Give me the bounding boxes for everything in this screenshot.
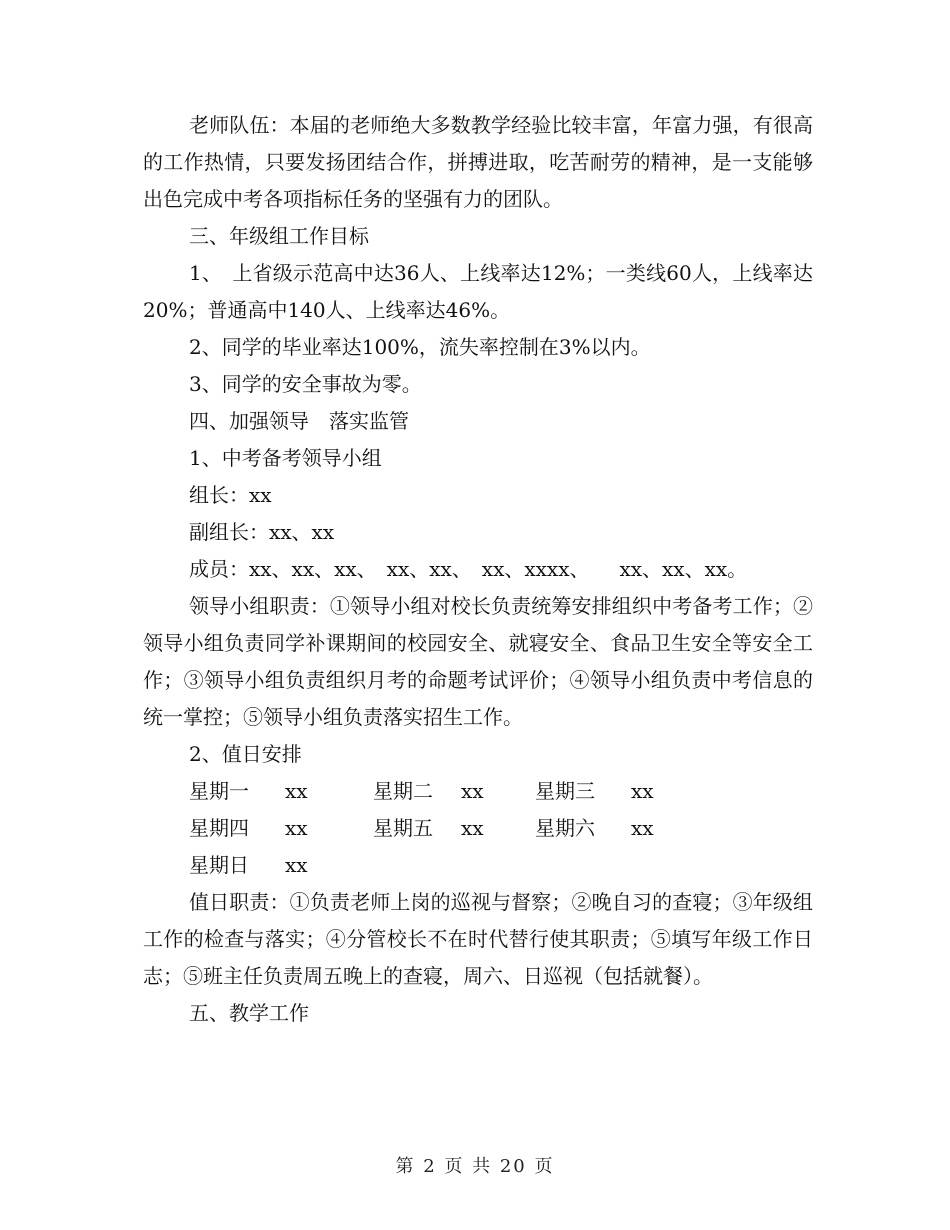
goal-item-1: 1、 上省级示范高中达36人、上线率达12%；一类线60人，上线率达20%；普通高中140人、上线率达46%。: [143, 261, 813, 322]
duty-person: xx: [631, 816, 654, 840]
heading-leadership: 四、加强领导 落实监管: [189, 409, 409, 433]
duty-day: 星期日: [189, 853, 249, 877]
duty-row: [143, 773, 813, 810]
subheading-leadership-group: 1、中考备考领导小组: [189, 446, 382, 470]
duty-person: xx: [285, 779, 308, 803]
duty-day: 星期二: [373, 779, 433, 803]
duty-day: 星期四: [189, 816, 249, 840]
group-duties: 领导小组职责：①领导小组对校长负责统筹安排组织中考备考工作；②领导小组负责同学补课期间的校园安全、就寝安全、食品卫生安全等安全工作；③领导小组负责组织月考的命题考试评价；④领导小组负责中考信息的统一掌控；⑤领导小组负责落实招生工作。: [143, 594, 813, 729]
subheading-duty-schedule: 2、值日安排: [189, 742, 302, 766]
duty-person: xx: [461, 816, 484, 840]
duty-person: xx: [285, 816, 308, 840]
page-number-footer: 第 2 页 共 20 页: [395, 1156, 555, 1177]
duty-responsibilities: 值日职责：①负责老师上岗的巡视与督察；②晚自习的查寝；③年级组工作的检查与落实；④分管校长不在时代替行使其职责；⑤填写年级工作日志；⑤班主任负责周五晚上的查寝，周六、日巡视（包括就餐）。: [143, 890, 813, 988]
duty-day: 星期一: [189, 779, 249, 803]
duty-day: 星期六: [535, 816, 595, 840]
paragraph-teacher-team: 老师队伍：本届的老师绝大多数教学经验比较丰富，年富力强，有很高的工作热情，只要发扬团结合作，拼搏进取，吃苦耐劳的精神，是一支能够出色完成中考各项指标任务的坚强有力的团队。: [143, 113, 813, 211]
heading-grade-goals: 三、年级组工作目标: [189, 224, 369, 248]
group-members: 成员：xx、xx、xx、 xx、xx、 xx、xxxx、 xx、xx、xx。: [189, 557, 748, 581]
document-body: [143, 107, 813, 1032]
duty-person: xx: [631, 779, 654, 803]
heading-teaching-work: 五、教学工作: [189, 1001, 309, 1025]
goal-item-2: 2、同学的毕业率达100%，流失率控制在3%以内。: [189, 335, 651, 359]
duty-person: xx: [461, 779, 484, 803]
duty-day: 星期三: [535, 779, 595, 803]
goal-item-3: 3、同学的安全事故为零。: [189, 372, 422, 396]
group-vice-leader: 副组长：xx、xx: [189, 520, 335, 544]
group-leader: 组长：xx: [189, 483, 272, 507]
duty-row: [143, 810, 813, 847]
duty-day: 星期五: [373, 816, 433, 840]
duty-row: [143, 847, 813, 884]
duty-person: xx: [285, 853, 308, 877]
